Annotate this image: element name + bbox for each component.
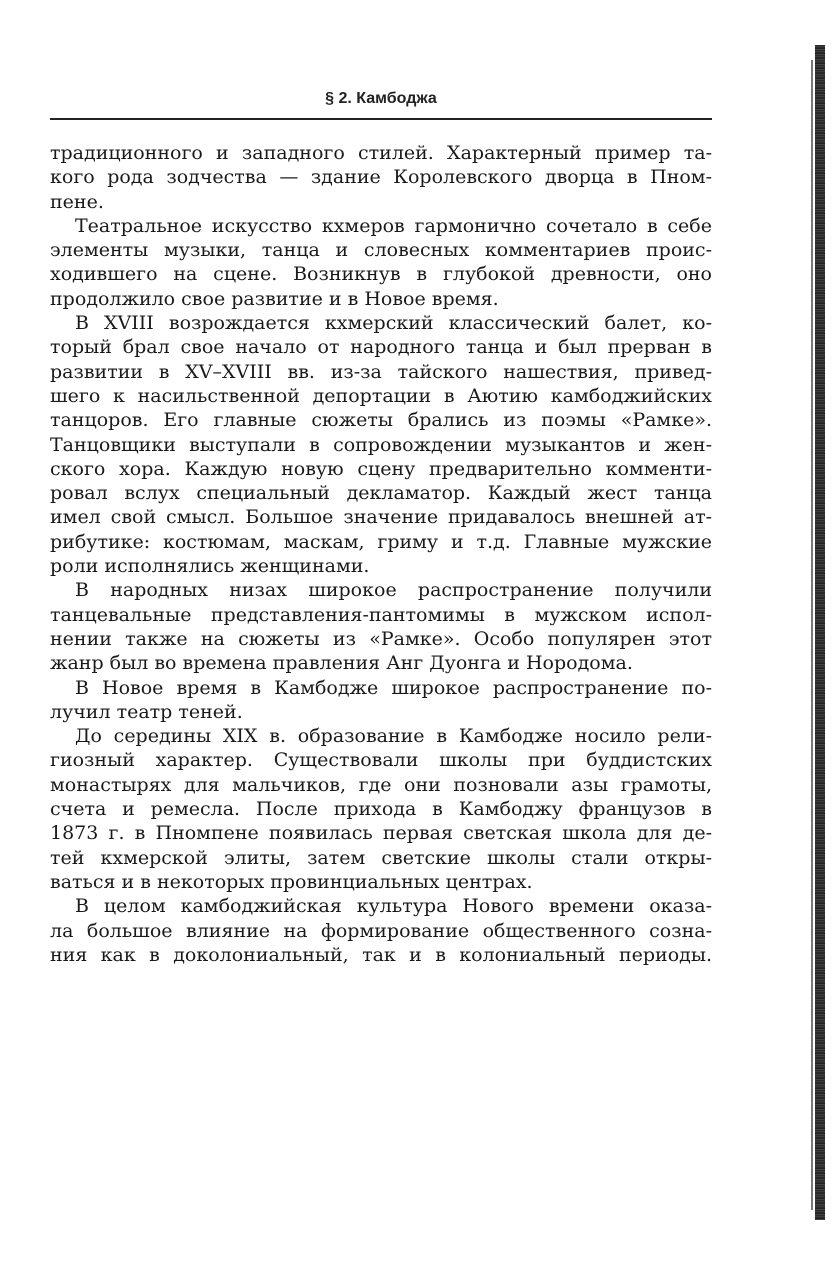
binding-edge-shadow xyxy=(811,60,813,1210)
paragraph-first-line: В целом камбоджийская культура Нового времени оказа- xyxy=(75,895,712,918)
text-line: ваться и в некоторых провинциальных центрах. xyxy=(50,870,533,893)
text-line: торый брал свое начало от народного танца и был прерван в xyxy=(50,336,712,359)
text-line: элементы музыки, танца и словесных комментариев проис- xyxy=(50,239,712,262)
running-head: § 2. Камбоджа xyxy=(325,90,437,107)
paragraph-first-line: Театральное искусство кхмеров гармонично сочетало в себе xyxy=(75,214,712,237)
text-line: Танцовщики выступали в сопровождении музыкантов и жен- xyxy=(50,433,712,456)
text-line: ния как в доколониальный, так и в колониальный периоды. xyxy=(50,943,712,966)
text-line: продолжило свое развитие и в Новое время. xyxy=(50,287,499,310)
text-line: роли исполнялись женщинами. xyxy=(50,555,370,578)
text-line: традиционного и западного стилей. Характерный пример та- xyxy=(50,142,712,164)
text-line: нении также на сюжеты из «Рамке». Особо популярен этот xyxy=(50,627,712,650)
text-line: развитии в XV–XVIII вв. из-за тайского нашествия, привед- xyxy=(50,360,712,383)
binding-edge xyxy=(815,45,825,1220)
paragraph-first-line: В народных низах широкое распространение получили xyxy=(75,579,712,602)
text-line: ходившего на сцене. Возникнув в глубокой древности, оно xyxy=(50,263,712,286)
text-line: имел свой смысл. Большое значение придавалось внешней ат- xyxy=(50,506,712,529)
body-text xyxy=(50,141,712,967)
text-line: жанр был во времена правления Анг Дуонга и Нородома. xyxy=(50,652,633,675)
header-rule xyxy=(50,118,712,120)
text-line: ровал вслух специальный декламатор. Каждый жест танца xyxy=(50,482,712,505)
text-line: ла большое влияние на формирование общественного созна- xyxy=(50,919,712,942)
text-line: монастырях для мальчиков, где они позновали азы грамоты, xyxy=(50,773,712,796)
text-line: рибутике: костюмам, маскам, гриму и т.д. Главные мужские xyxy=(50,530,712,553)
text-line: кого рода зодчества — здание Королевского дворца в Пном- xyxy=(50,166,712,189)
paragraph-first-line: В Новое время в Камбодже широкое распространение по- xyxy=(75,676,712,699)
text-line: ского хора. Каждую новую сцену предварительно комменти- xyxy=(50,457,712,480)
text-line: 1873 г. в Пномпене появилась первая светская школа для де- xyxy=(50,822,712,845)
text-line: пене. xyxy=(50,190,104,213)
text-line: шего к насильственной депортации в Аютию камбоджийских xyxy=(50,384,712,407)
paragraph-first-line: До середины XIX в. образование в Камбодже носило рели- xyxy=(75,725,712,748)
text-line: танцевальные представления-пантомимы в мужском испол- xyxy=(50,603,712,626)
text-line: лучил театр теней. xyxy=(50,700,243,723)
text-line: танцоров. Его главные сюжеты брались из поэмы «Рамке». xyxy=(50,409,712,432)
text-line: счета и ремесла. После прихода в Камбоджу французов в xyxy=(50,798,712,821)
text-line: тей кхмерской элиты, затем светские школы стали откры- xyxy=(50,846,712,869)
text-line: гиозный характер. Существовали школы при буддистских xyxy=(50,749,712,772)
paragraph-first-line: В XVIII возрождается кхмерский классический балет, ко- xyxy=(75,312,712,335)
